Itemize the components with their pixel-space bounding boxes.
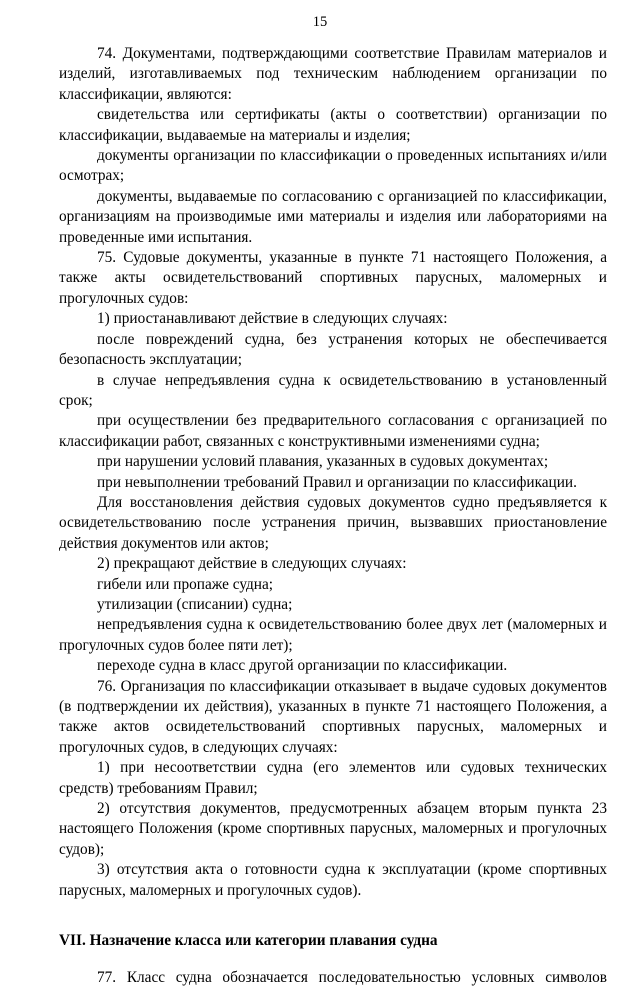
paragraph-75-subitem-2: 2) прекращают действие в следующих случаях: <box>97 555 407 573</box>
paragraph-76-subitem-3: 3) отсутствия акта о готовности судна к эксплуатации (кроме спортивных парусных, маломерных и прогулочных судов). <box>59 861 607 899</box>
paragraph-75-2-case-loss: гибели или пропаже судна; <box>97 575 274 593</box>
paragraph-76: 76. Организация по классификации отказывает в выдаче судовых документов (в подтверждении их действия), указанных в пункте 71 настоящего Положения, а также актов освидетельствований спортивных парусных, маломерных и прогулочных судов, в следующих случаях: <box>59 677 607 756</box>
page-number: 15 <box>312 14 328 30</box>
document-body <box>59 44 607 988</box>
paragraph-75-2-case-overdue: непредъявления судна к освидетельствованию более двух лет (маломерных и прогулочных судов более пяти лет); <box>59 616 607 654</box>
paragraph-75-subitem-1: 1) приостанавливают действие в следующих случаях: <box>97 310 448 328</box>
paragraph-75-2-case-disposal: утилизации (списании) судна; <box>97 595 293 613</box>
section-heading: VII. Назначение класса или категории плавания судна <box>59 932 438 950</box>
paragraph-75: 75. Судовые документы, указанные в пункте 71 настоящего Положения, а также акты освидетельствований спортивных парусных, маломерных и прогулочных судов: <box>59 249 607 307</box>
paragraph-75-1-case-damage: после повреждений судна, без устранения которых не обеспечивается безопасность эксплуатации; <box>59 330 607 369</box>
paragraph-76-subitem-1: 1) при несоответствии судна (его элементов или судовых технических средств) требованиям Правил; <box>59 759 607 797</box>
paragraph-76-subitem-2: 2) отсутствия документов, предусмотренных абзацем вторым пункта 23 настоящего Положения (кроме спортивных парусных, маломерных и прогулочных судов); <box>59 800 607 858</box>
paragraph-75-2-case-transfer: переходе судна в класс другой организации по классификации. <box>97 657 508 675</box>
paragraph-75-1-case-rules: при невыполнении требований Правил и организации по классификации. <box>97 473 577 491</box>
paragraph-74-item-2: документы организации по классификации о проведенных испытаниях и/или осмотрах; <box>59 147 607 185</box>
paragraph-77: 77. Класс судна обозначается последовательностью условных символов <box>97 969 607 987</box>
paragraph-75-1-case-navigation: при нарушении условий плавания, указанных в судовых документах; <box>97 453 549 471</box>
paragraph-75-1-case-no-survey: в случае непредъявления судна к освидетельствованию в установленный срок; <box>59 371 607 409</box>
paragraph-74-item-1: свидетельства или сертификаты (акты о соответствии) организации по классификации, выдаваемые на материалы и изделия; <box>59 106 607 144</box>
paragraph-74: 74. Документами, подтверждающими соответствие Правилам материалов и изделий, изготавливаемых под техническим наблюдением организации по классификации, являются: <box>59 45 607 103</box>
paragraph-75-1-case-modifications: при осуществлении без предварительного согласования с организацией по классификации работ, связанных с конструктивными изменениями судна; <box>59 412 607 450</box>
paragraph-75-1-restoration: Для восстановления действия судовых документов судно предъявляется к освидетельствованию после устранения причин, вызвавших приостановление действия документов или актов; <box>59 493 607 552</box>
paragraph-74-item-3: документы, выдаваемые по согласованию с организацией по классификации, организациям на производимые ими материалы и изделия или лабораториями на проведенные ими испытания. <box>59 187 607 246</box>
